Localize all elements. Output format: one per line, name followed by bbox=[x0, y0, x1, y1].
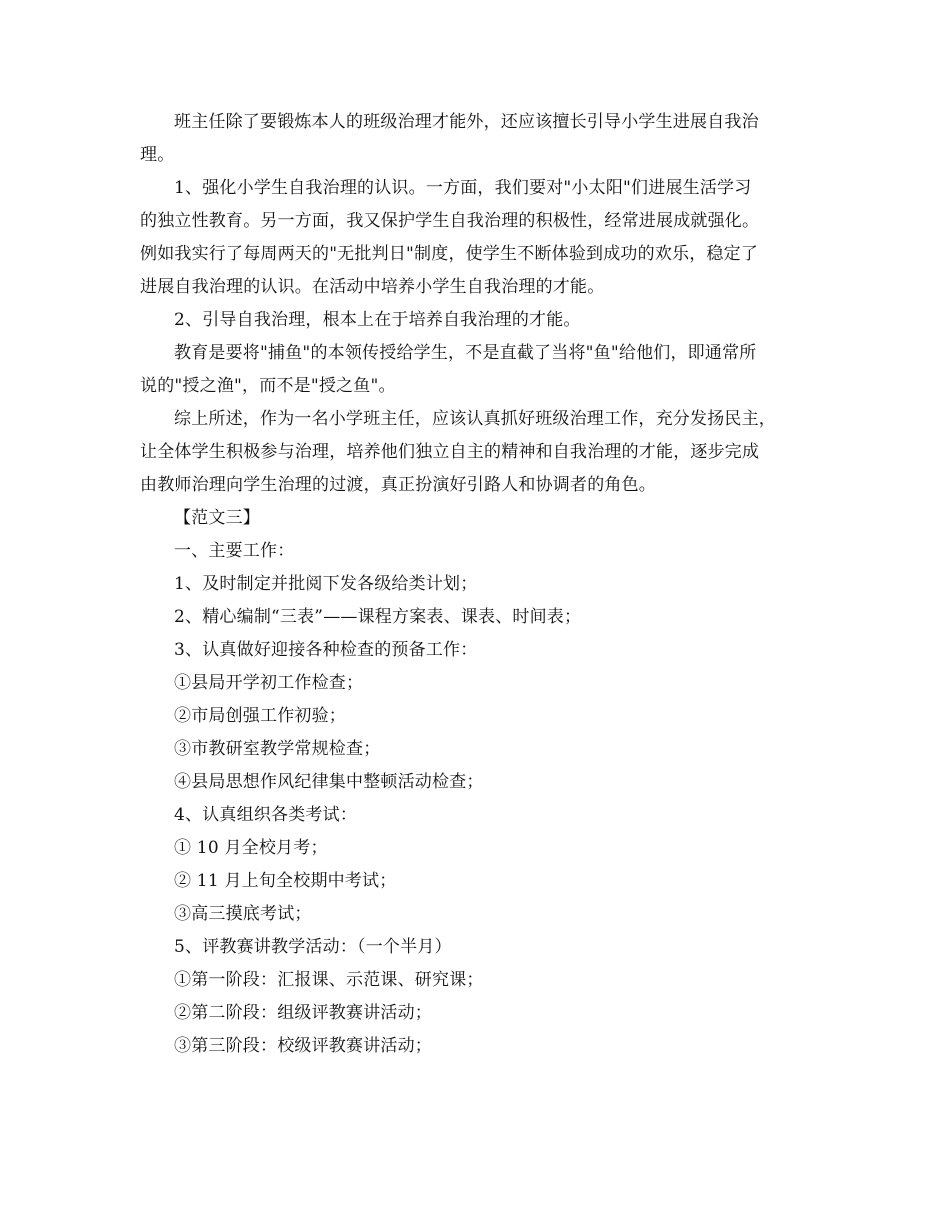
list-item: 5、评教赛讲教学活动：（一个半月） bbox=[174, 937, 452, 957]
list-item: ③高三摸底考试； bbox=[174, 904, 312, 924]
document-body bbox=[140, 106, 840, 1063]
paragraph-line: 2、引导自我治理，根本上在于培养自我治理的才能。 bbox=[174, 310, 581, 330]
paragraph-line: 说的"授之渔"，而不是"授之鱼"。 bbox=[140, 376, 396, 396]
list-item: 4、认真组织各类考试： bbox=[174, 805, 358, 825]
list-item: ①第一阶段：汇报课、示范课、研究课； bbox=[174, 970, 484, 990]
paragraph-line: 的独立性教育。另一方面，我又保护学生自我治理的积极性，经常进展成就强化。 bbox=[140, 211, 760, 231]
paragraph-line: 综上所述，作为一名小学班主任，应该认真抓好班级治理工作，充分发扬民主， bbox=[174, 409, 776, 429]
list-item: ③第三阶段：校级评教赛讲活动； bbox=[174, 1036, 432, 1056]
paragraph-line: 进展自我治理的认识。在活动中培养小学生自我治理的才能。 bbox=[140, 277, 605, 297]
list-item: ③市教研室教学常规检查； bbox=[174, 739, 381, 759]
list-item: ② 11 月上旬全校期中考试； bbox=[174, 871, 397, 891]
section-heading: 【范文三】 bbox=[174, 508, 260, 528]
paragraph-line: 理。 bbox=[140, 145, 175, 165]
paragraph-line: 由教师治理向学生治理的过渡，真正扮演好引路人和协调者的角色。 bbox=[140, 475, 656, 495]
list-item: 3、认真做好迎接各种检查的预备工作： bbox=[174, 640, 478, 660]
list-item: 2、精心编制“三表”——课程方案表、课表、时间表； bbox=[174, 607, 582, 627]
list-item: ①县局开学初工作检查； bbox=[174, 673, 364, 693]
paragraph-line: 让全体学生积极参与治理，培养他们独立自主的精神和自我治理的才能，逐步完成 bbox=[140, 442, 760, 462]
paragraph-line: 1、强化小学生自我治理的认识。一方面，我们要对"小太阳"们进展生活学习 bbox=[174, 178, 752, 198]
paragraph-line: 教育是要将"捕鱼"的本领传授给学生，不是直截了当将"鱼"给他们，即通常所 bbox=[174, 343, 757, 363]
list-item: ① 10 月全校月考； bbox=[174, 838, 328, 858]
list-heading: 一、主要工作： bbox=[174, 541, 295, 561]
list-item: ②市局创强工作初验； bbox=[174, 706, 346, 726]
list-item: 1、及时制定并批阅下发各级给类计划； bbox=[174, 574, 478, 594]
list-item: ②第二阶段：组级评教赛讲活动； bbox=[174, 1003, 432, 1023]
paragraph-line: 班主任除了要锻炼本人的班级治理才能外，还应该擅长引导小学生进展自我治 bbox=[174, 112, 759, 132]
paragraph-line: 例如我实行了每周两天的"无批判日"制度，使学生不断体验到成功的欢乐，稳定了 bbox=[140, 244, 759, 264]
list-item: ④县局思想作风纪律集中整顿活动检查； bbox=[174, 772, 484, 792]
